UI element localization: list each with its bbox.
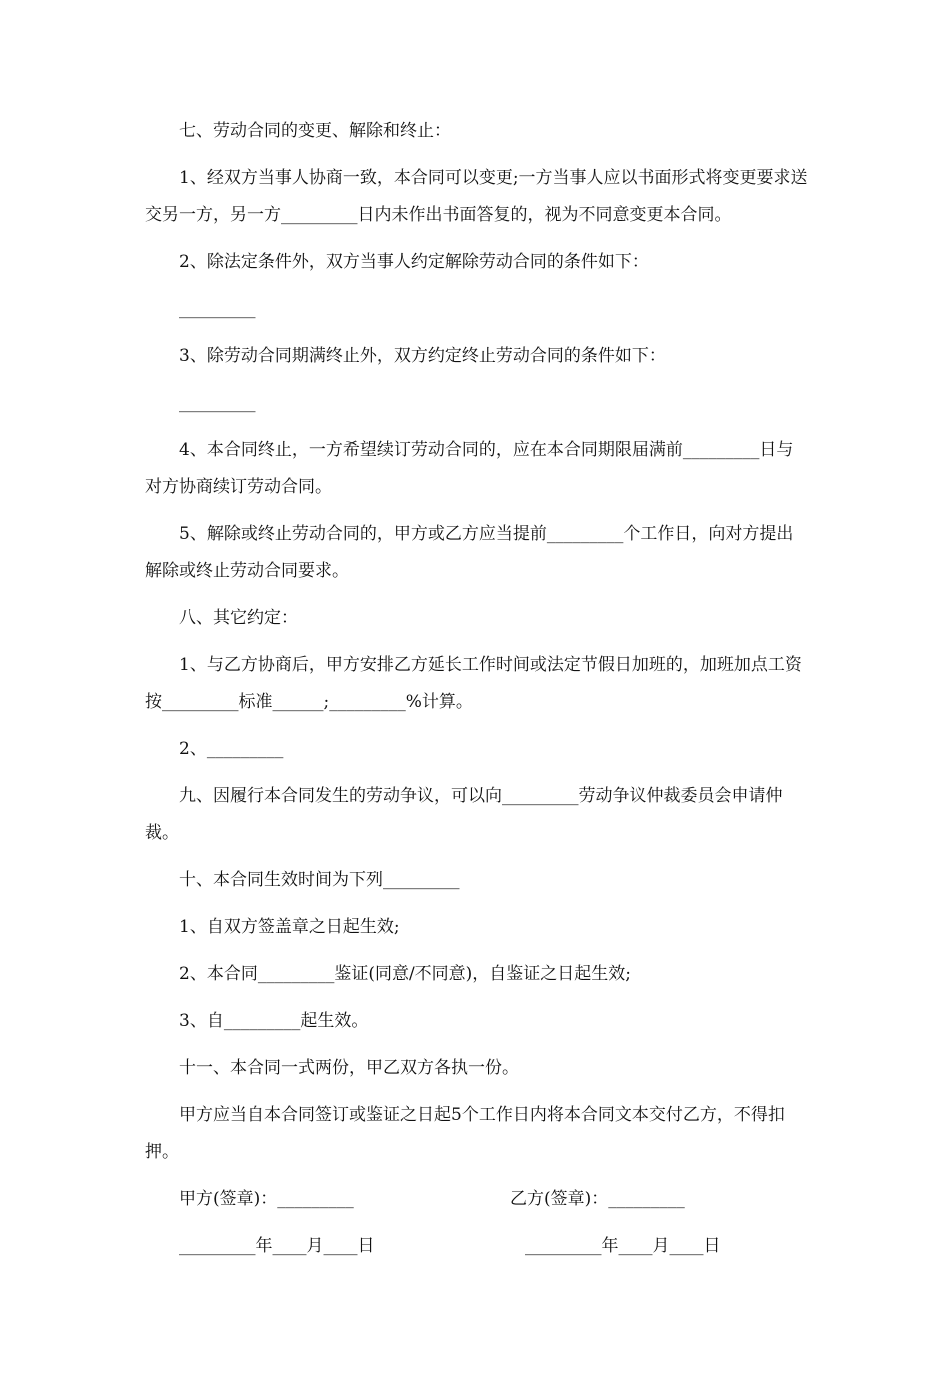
- contract-body: [145, 113, 810, 1275]
- clause-8-1: 1、与乙方协商后，甲方安排乙方延长工作时间或法定节假日加班的，加班加点工资按_________标准______;_________%计算。: [145, 655, 802, 712]
- clause-7-1: 1、经双方当事人协商一致，本合同可以变更;一方当事人应以书面形式将变更要求送交另一方，另一方_________日内未作出书面答复的，视为不同意变更本合同。: [145, 168, 808, 225]
- party-a-date: _________年____月____日: [179, 1236, 375, 1256]
- party-a-signature: 甲方(签章)：_________: [179, 1189, 354, 1209]
- clause-7-2: 2、除法定条件外，双方当事人约定解除劳动合同的条件如下：: [179, 252, 649, 272]
- party-b-date: _________年____月____日: [525, 1236, 721, 1256]
- clause-7-3: 3、除劳动合同期满终止外，双方约定终止劳动合同的条件如下：: [179, 346, 666, 366]
- section-8-heading: 八、其它约定：: [179, 608, 298, 628]
- delivery-clause: 甲方应当自本合同签订或鉴证之日起5个工作日内将本合同文本交付乙方，不得扣押。: [145, 1105, 785, 1162]
- date-row: [145, 1228, 810, 1265]
- clause-10-2: 2、本合同_________鉴证(同意/不同意)，自鉴证之日起生效;: [179, 964, 632, 984]
- signature-row: [145, 1181, 810, 1218]
- section-7-heading: 七、劳动合同的变更、解除和终止：: [179, 121, 451, 141]
- party-b-signature: 乙方(签章)：_________: [510, 1189, 685, 1209]
- section-11: 十一、本合同一式两份，甲乙双方各执一份。: [179, 1058, 519, 1078]
- clause-10-1: 1、自双方签盖章之日起生效;: [179, 917, 400, 937]
- section-10-heading: 十、本合同生效时间为下列_________: [179, 870, 460, 890]
- clause-10-3: 3、自_________起生效。: [179, 1011, 369, 1031]
- clause-7-4: 4、本合同终止，一方希望续订劳动合同的，应在本合同期限届满前_________日与对方协商续订劳动合同。: [145, 440, 794, 497]
- clause-7-3-blank: _________: [179, 393, 256, 413]
- clause-7-5: 5、解除或终止劳动合同的，甲方或乙方应当提前_________个工作日，向对方提出解除或终止劳动合同要求。: [145, 524, 794, 581]
- section-9: 九、因履行本合同发生的劳动争议，可以向_________劳动争议仲裁委员会申请仲裁。: [145, 786, 783, 843]
- clause-7-2-blank: _________: [179, 299, 256, 319]
- clause-8-2: 2、_________: [179, 739, 284, 759]
